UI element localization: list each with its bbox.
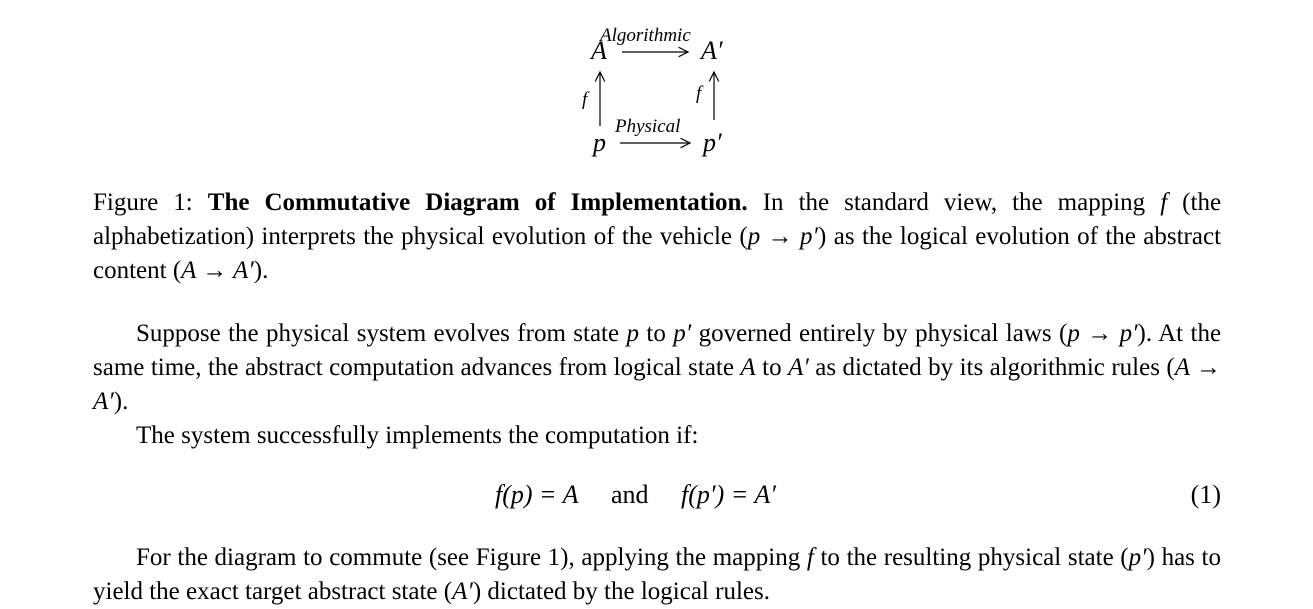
para-text: to the resulting physical state ( (820, 544, 1129, 571)
para-text: ). (113, 388, 129, 415)
equation-rhs: f(p′) = A′ (681, 480, 776, 509)
para-text: ) has to yield the exact target abstract state ( (93, 544, 1221, 605)
caption-text: (the alphabetization) interprets the physical evolution of the vehicle ( (93, 189, 1222, 250)
equation-and: and (611, 480, 649, 509)
caption-math: A → A′ (181, 257, 254, 284)
caption-title: The Commutative Diagram of Implementation. (207, 189, 748, 216)
math-A-prime: A′ (788, 354, 809, 381)
caption-math-f: f (1160, 189, 1168, 216)
para-text: to (762, 354, 782, 381)
top-arrow-label: Algorithmic (600, 25, 691, 46)
paragraph-1 (93, 317, 1221, 419)
caption-math: p → p′ (747, 223, 819, 250)
para-text: ) dictated by the logical rules. (472, 578, 770, 605)
bottom-arrow-label: Physical (615, 116, 681, 137)
figure-caption (93, 186, 1221, 288)
para-text: to (646, 320, 666, 347)
math-p-prime: p′ (1128, 544, 1147, 571)
para-text: governed entirely by physical laws ( (698, 320, 1068, 347)
math-p-to-p-prime: p → p′ (1067, 320, 1138, 347)
equation-1 (93, 480, 1221, 516)
equation-lhs: f(p) = A (495, 480, 579, 509)
para-text: Suppose the physical system evolves from state (136, 320, 620, 347)
node-top-left: A (591, 36, 607, 65)
math-A-to-A-prime: A → A′ (93, 354, 1221, 415)
math-f: f (806, 544, 814, 571)
commutative-diagram (560, 18, 760, 168)
math-p: p (626, 320, 639, 347)
caption-text: In the standard view, the mapping (762, 189, 1146, 216)
para-text: The system successfully implements the computation if: (136, 422, 699, 449)
caption-prefix: Figure 1: (93, 189, 193, 216)
math-A-prime: A′ (452, 578, 473, 605)
math-A: A (740, 354, 756, 381)
para-text: For the diagram to commute (see Figure 1), applying the mapping (136, 544, 801, 571)
equation-body (495, 480, 776, 510)
node-top-right: A′ (701, 36, 723, 65)
paragraph-3 (93, 541, 1221, 609)
node-bottom-left: p (593, 128, 606, 157)
paragraph-2 (93, 419, 1221, 453)
caption-text: ) as the logical evolution of the abstract content ( (93, 223, 1222, 284)
node-bottom-right: p′ (703, 128, 722, 157)
caption-text: ). (253, 257, 269, 284)
para-text: ). At the same time, the abstract computation advances from logical state (93, 320, 1222, 381)
para-text: as dictated by its algorithmic rules ( (815, 354, 1175, 381)
equation-number: (1) (1190, 480, 1221, 509)
left-arrow-label: f (582, 89, 588, 110)
math-p-prime: p′ (673, 320, 692, 347)
right-arrow-label: f (696, 83, 702, 104)
